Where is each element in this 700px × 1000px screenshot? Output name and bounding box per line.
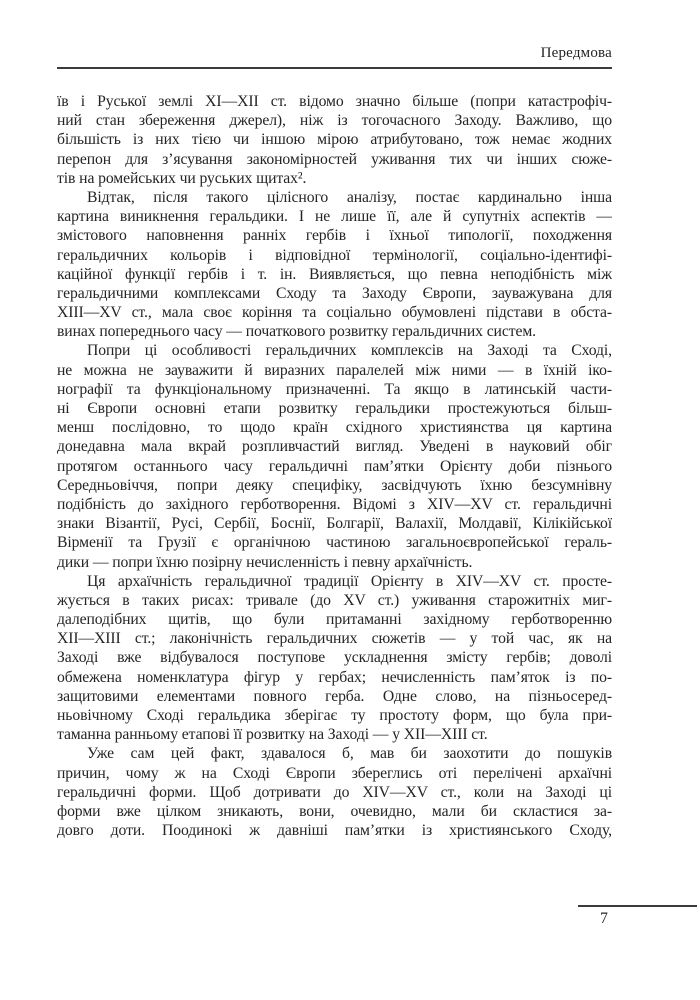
paragraph (57, 92, 612, 188)
text-line: більшість із них тією чи іншою мірою атрибутовано, тож немає жодних (57, 131, 612, 149)
text-line: геральдичними комплексами Сходу та Заходу Європи, зауважувана для (57, 284, 612, 302)
text-line: геральдичних кольорів і відповідної термінології, соціально-ідентифі- (57, 246, 612, 264)
text-line: картина виникнення геральдики. І не лише її, але й супутніх аспектів — (57, 208, 612, 226)
text-line: геральдичні форми. Щоб дотривати до XIV—XV ст., коли на Заході ці (57, 783, 612, 801)
running-header-title: Передмова (540, 45, 612, 61)
text-line: довго доти. Поодинокі ж давніші пам’ятки із християнського Сходу, (57, 822, 612, 840)
text-line: подібність до західного герботворення. Відомі з XIV—XV ст. геральдичні (57, 495, 612, 513)
text-line: XII—XIII ст.; лаконічність геральдичних сюжетів — у той час, як на (57, 630, 612, 648)
text-line: винах попереднього часу — початкового розвитку геральдичних систем. (57, 323, 536, 341)
text-line: обмежена номенклатура фігур у гербах; нечисленність пам’яток із по- (57, 668, 612, 686)
text-line: менш послідовно, то щодо країн східного християнства ця картина (57, 419, 612, 437)
text-line: Заході вже відбувалося поступове ускладнення змісту гербів; доволі (57, 649, 612, 667)
header-rule (57, 67, 612, 69)
text-line: ний стан збереження джерел), ніж із тогочасного Заходу. Важливо, що (57, 112, 612, 130)
text-line: Відтак, після такого цілісного аналізу, постає кардинально інша (87, 188, 612, 206)
text-line: защитовими елементами повного герба. Одне слово, на пізньосеред- (57, 687, 612, 705)
text-line: донедавна мала вкрай розпливчастий вигляд. Уведені в науковий обіг (57, 438, 612, 456)
text-line: Уже сам цей факт, здавалося б, мав би заохотити до пошуків (87, 745, 612, 763)
text-line: нографії та функціональному призначенні. Та якщо в латинській части- (57, 380, 612, 398)
running-header (57, 44, 612, 62)
text-line: ньовічному Сході геральдика зберігає ту простоту форм, що була при- (57, 707, 612, 724)
text-line: тів на ромейських чи руських щитах². (57, 169, 307, 187)
text-line: протягом останнього часу геральдичні пам’ятки Орієнту доби пізнього (57, 457, 612, 475)
page-content (57, 44, 612, 840)
text-line: дики — попри їхню позірну нечисленність і певну архаїчність. (57, 553, 473, 571)
text-line: Ця архаїчність геральдичної традиції Орієнту в XIV—XV ст. просте- (87, 572, 612, 590)
text-line: далеподібних щитів, що були притаманні західному герботворенню (57, 611, 612, 629)
text-line: жується в таких рисах: тривале (до XV ст.) уживання старожитніх миг- (57, 591, 612, 609)
text-line: їв і Руської землі XI—XII ст. відомо значно більше (попри катастрофіч- (57, 93, 612, 110)
text-line: не можна не зауважити й виразних паралелей між ними — в їхній іко- (57, 361, 612, 379)
page-body (57, 92, 612, 840)
text-line: знаки Візантії, Русі, Сербії, Боснії, Болгарії, Валахії, Молдавії, Кілікійської (57, 515, 612, 533)
text-line: причин, чому ж на Сході Європи збереглись оті перелічені архаїчні (57, 764, 612, 782)
text-line: Середньовіччя, попри деяку специфіку, засвідчують їхню безсумнівну (57, 476, 612, 494)
page-number: 7 (600, 910, 608, 927)
paragraph (57, 188, 612, 342)
text-line: каційної функції гербів і т. ін. Виявляється, що певна неподібність між (57, 265, 612, 283)
text-line: ні Європи основні етапи розвитку геральдики простежуються більш- (57, 400, 612, 417)
text-line: змістового наповнення ранніх гербів і їхньої типології, походження (57, 227, 612, 245)
text-line: Вірменії та Грузії є органічною частиною загальноєвропейської гераль- (57, 534, 612, 552)
text-line: форми вже цілком зникають, вони, очевидно, мали би скластися за- (57, 802, 612, 820)
text-line: перепон для з’ясування закономірностей уживання тих чи інших сюже- (57, 150, 612, 168)
paragraph (57, 341, 612, 571)
paragraph (57, 572, 612, 745)
text-line: Попри ці особливості геральдичних комплексів на Заході та Сході, (87, 342, 612, 360)
paragraph (57, 744, 612, 840)
text-line: XIII—XV ст., мала своє коріння та соціально обумовлені підстави в обста- (57, 304, 612, 322)
text-line: таманна ранньому етапові її розвитку на Заході — у XII—XIII ст. (57, 726, 488, 744)
footer-rule (578, 905, 697, 907)
